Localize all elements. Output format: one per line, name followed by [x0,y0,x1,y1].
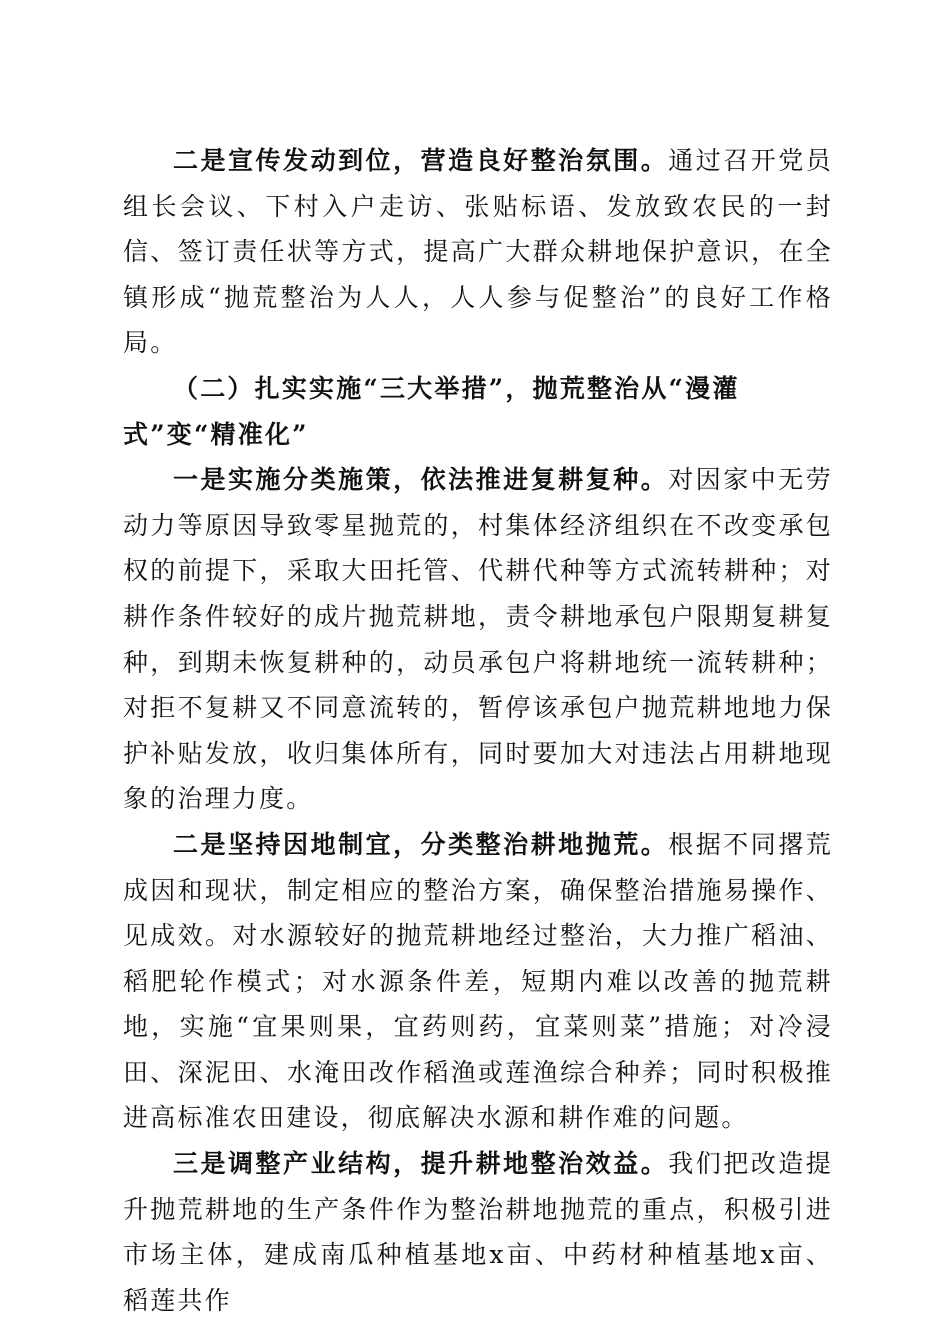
document-body [123,138,833,1323]
paragraph-text: 根据不同撂荒成因和现状，制定相应的整治方案，确保整治措施易操作、见成效。对水源较好的抛荒耕地经过整治，大力推广稻油、稻肥轮作模式；对水源条件差，短期内难以改善的抛荒耕地，实施“宜果则果，宜药则药，宜菜则菜”措施；对冷浸田、深泥田、水淹田改作稻渔或莲渔综合种养；同时积极推进高标准农田建设，彻底解决水源和耕作难的问题。 [123,829,833,1133]
paragraph-lead: 一是实施分类施策，依法推进复耕复种。 [173,465,669,495]
paragraph-classification [123,457,833,822]
paragraph-lead: 二是坚持因地制宜，分类整治耕地抛荒。 [173,829,669,859]
paragraph-text: 我们把改造提升抛荒耕地的生产条件作为整治耕地抛荒的重点，积极引进市场主体，建成南瓜种植基地x亩、中药材种植基地x亩、稻莲共作 [123,1149,833,1315]
section-heading: （二）扎实实施“三大举措”，抛荒整治从“漫灌式”变“精准化” [123,373,740,449]
paragraph-text: 通过召开党员组长会议、下村入户走访、张贴标语、发放致农民的一封信、签订责任状等方式，提高广大群众耕地保护意识，在全镇形成“抛荒整治为人人，人人参与促整治”的良好工作格局。 [123,146,833,358]
paragraph-lead: 二是宣传发动到位，营造良好整治氛围。 [173,146,669,175]
paragraph-industry-structure [123,1141,833,1323]
paragraph-publicity [123,138,833,366]
paragraph-text: 对因家中无劳动力等原因导致零星抛荒的，村集体经济组织在不改变承包权的前提下，采取大田托管、代耕代种等方式流转耕种；对耕作条件较好的成片抛荒耕地，责令耕地承包户限期复耕复种，到期未恢复耕种的，动员承包户将耕地统一流转耕种；对拒不复耕又不同意流转的，暂停该承包户抛荒耕地地力保护补贴发放，收归集体所有，同时要加大对违法占用耕地现象的治理力度。 [123,465,833,814]
paragraph-lead: 三是调整产业结构，提升耕地整治效益。 [173,1149,669,1179]
paragraph-local-conditions [123,822,833,1141]
